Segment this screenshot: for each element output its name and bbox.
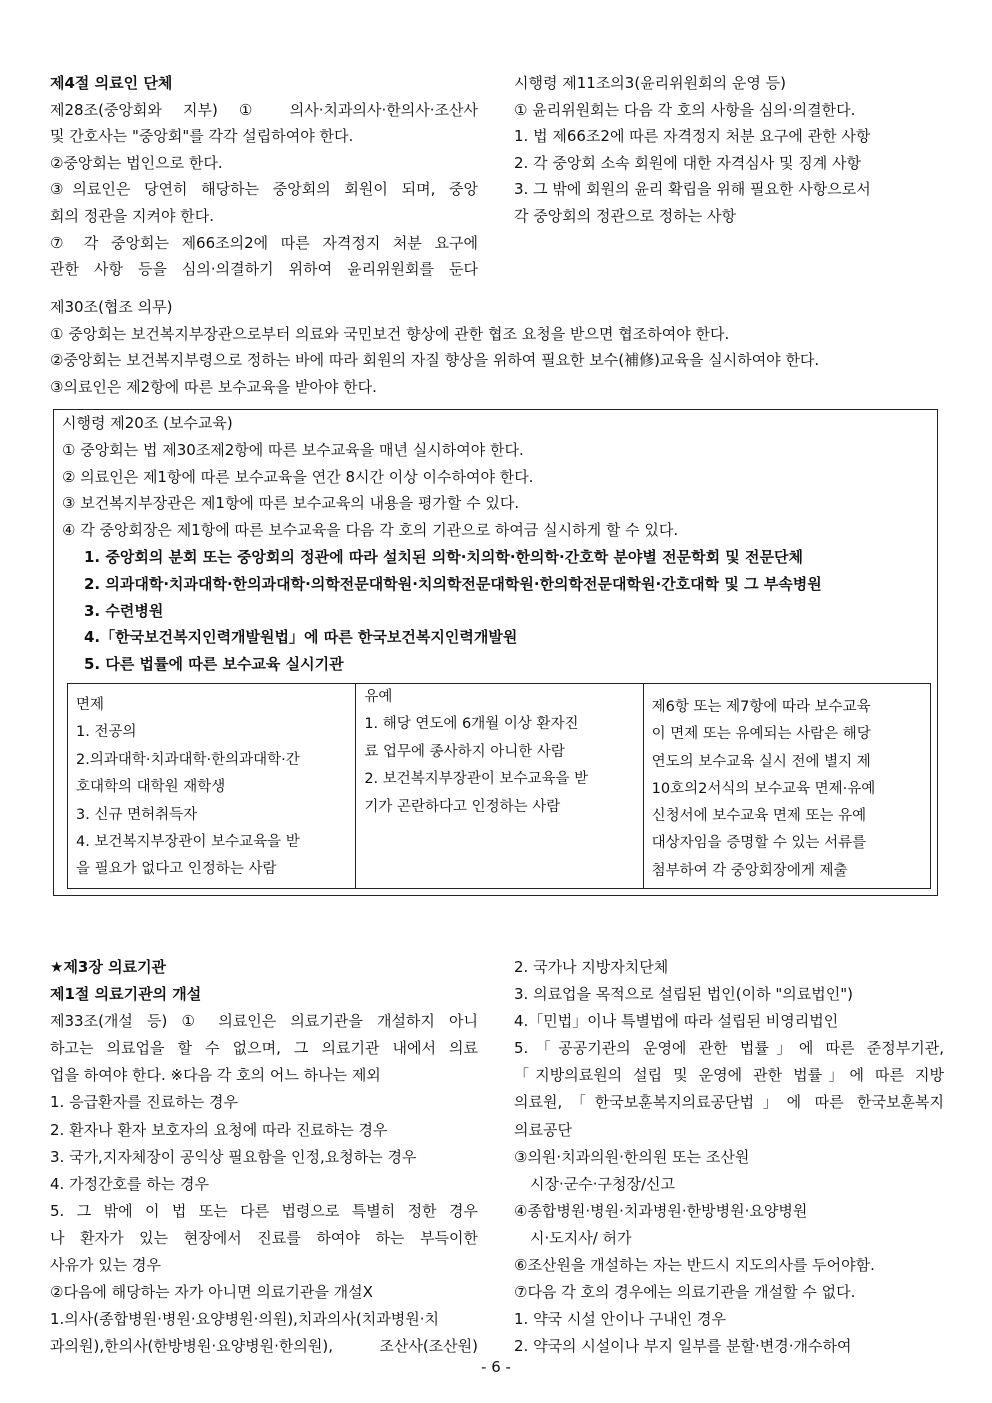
text-line: 관한 사항 등을 심의·의결하기 위하여 윤리위원회를 둔다: [50, 260, 478, 279]
section-heading: 제1절 의료기관의 개설: [50, 985, 202, 1004]
section-heading: 제4절 의료인 단체: [50, 74, 173, 92]
text-line: 사유가 있는 경우: [50, 1256, 161, 1275]
text-line: ④ 각 중앙회장은 제1항에 따른 보수교육을 다음 각 호의 기관으로 하여금 실시하게 할 수 있다.: [62, 521, 679, 540]
text-line: ③ 보건복지부장관은 제1항에 따른 보수교육의 내용을 평가할 수 있다.: [62, 494, 520, 513]
text-line: 4. 가정간호를 하는 경우: [50, 1174, 210, 1193]
page-number: - 6 -: [481, 1358, 511, 1376]
text-line: 3. 그 밖에 회원의 윤리 확립을 위해 필요한 사항으로서: [514, 180, 871, 199]
text-line: 2. 약국의 시설이나 부지 일부를 분할·변경·개수하여: [514, 1337, 852, 1356]
article-title: 제30조(협조 의무): [50, 298, 173, 316]
text-line: 시·도지사/ 허가: [530, 1228, 632, 1247]
text-line: ④종합병원·병원·치과병원·한방병원·요양병원: [514, 1201, 808, 1220]
text-line: ② 의료인은 제1항에 따른 보수교육을 연간 8시간 이상 이수하여야 한다.: [62, 467, 534, 486]
procedure-cell: [643, 684, 930, 888]
text-line: 1. 응급환자를 진료하는 경우: [50, 1093, 239, 1112]
text-line: 첨부하여 각 중앙회장에게 제출: [651, 862, 848, 879]
text-line: ③의료인은 당연히 해당하는 중앙회의 회원이 되며, 중앙: [50, 180, 478, 199]
text-line: 제33조(개설 등) ① 의료인은 의료기관을 개설하지 아니: [50, 1012, 478, 1031]
text-line: 업을 하여야 한다. ※다음 각 호의 어느 하나는 제외: [50, 1066, 381, 1085]
text-line: ③의원·치과의원·한의원 또는 조산원: [514, 1147, 750, 1166]
text-line: ① 중앙회는 보건복지부장관으로부터 의료와 국민보건 향상에 관한 협조 요청을 받으면 협조하여야 한다.: [50, 324, 730, 343]
text-line: 1.의사(종합병원·병원·요양병원·의원),치과의사(치과병원·치: [50, 1310, 439, 1329]
text-line: ⑦다음 각 호의 경우에는 의료기관을 개설할 수 없다.: [514, 1283, 856, 1302]
text-line: 3. 의료업을 목적으로 설립된 법인(이하 "의료법인"): [514, 985, 853, 1004]
text-line: 3. 국가,지자체장이 공익상 필요함을 인정,요청하는 경우: [50, 1147, 417, 1166]
text-line: 3. 신규 면허취득자: [76, 806, 198, 823]
text-line: 10호의2서식의 보수교육 면제·유예: [651, 780, 876, 797]
text-line: 이 면제 또는 유예되는 사람은 해당: [651, 726, 871, 743]
deferral-cell: [355, 684, 642, 888]
text-line: ②중앙회는 보건복지부령으로 정하는 바에 따라 회원의 자질 향상을 위하여 필요한 보수(補修)교육을 실시하여야 한다.: [50, 351, 820, 370]
cell-heading: 면제: [76, 697, 105, 713]
text-line: 2.의과대학·치과대학·한의과대학·간: [76, 751, 300, 768]
text-line: 의료원,「한국보훈복지의료공단법」에 따른 한국보훈복지: [514, 1093, 944, 1112]
decree-title: 시행령 제20조 (보수교육): [62, 414, 233, 432]
text-line: 2. 환자나 환자 보호자의 요청에 따라 진료하는 경우: [50, 1120, 388, 1139]
chapter-heading: ★제3장 의료기관: [50, 958, 167, 976]
text-line: ②중앙회는 법인으로 한다.: [50, 153, 223, 172]
text-line: ⑦ 각 중앙회는 제66조의2에 따른 자격정지 처분 요구에: [50, 233, 478, 252]
text-line: 과의원),한의사(한방병원·요양병원·한의원), 조산사(조산원): [50, 1337, 478, 1356]
exemption-cell: [68, 684, 355, 888]
list-item: 4.「한국보건복지인력개발원법」에 따른 한국보건복지인력개발원: [84, 628, 518, 647]
text-line: 제6항 또는 제7항에 따라 보수교육: [651, 699, 871, 715]
chapter3-left: [50, 954, 478, 1360]
text-line: 나 환자가 있는 현장에서 진료를 하여야 하는 부득이한: [50, 1228, 478, 1247]
decree-content: [62, 410, 930, 678]
text-line: 1. 약국 시설 안이나 구내인 경우: [514, 1310, 727, 1329]
text-line: ① 중앙회는 법 제30조제2항에 따른 보수교육을 매년 실시하여야 한다.: [62, 440, 524, 459]
decree-box: [53, 409, 938, 896]
text-line: 5.「공공기관의 운영에 관한 법률」에 따른 준정부기관,: [514, 1039, 944, 1058]
text-line: 대상자임을 증명할 수 있는 서류를: [651, 835, 867, 852]
text-line: 시행령 제11조의3(윤리위원회의 운영 등): [514, 74, 786, 92]
text-line: 을 필요가 없다고 인정하는 사람: [76, 861, 277, 878]
text-line: ②다음에 해당하는 자가 아니면 의료기관을 개설X: [50, 1283, 373, 1302]
text-line: 시장·군수·구청장/신고: [530, 1174, 676, 1193]
text-line: 신청서에 보수교육 면제 또는 유예: [651, 808, 867, 825]
article-30-section: [50, 294, 950, 400]
text-line: 기가 곤란하다고 인정하는 사람: [364, 798, 561, 815]
list-item: 2. 의과대학·치과대학·한의과대학·의학전문대학원·치의학전문대학원·한의학전문대학원·간호대학 및 그 부속병원: [84, 574, 822, 593]
text-line: 「지방의료원의 설립 및 운영에 관한 법률」에 따른 지방: [514, 1066, 944, 1085]
text-line: 및 간호사는 "중앙회"를 각각 설립하여야 한다.: [50, 127, 354, 146]
text-line: 2. 국가나 지방자치단체: [514, 958, 669, 976]
text-line: 회의 정관을 지켜야 한다.: [50, 206, 214, 225]
list-item: 1. 중앙회의 분회 또는 중앙회의 정관에 따라 설치된 의학·치의학·한의학·간호학 분야별 전문학회 및 전문단체: [84, 547, 803, 566]
text-line: 2. 보건복지부장관이 보수교육을 받: [364, 771, 589, 788]
text-line: 연도의 보수교육 실시 전에 별지 제: [651, 753, 871, 770]
text-line: 5. 그 밖에 이 법 또는 다른 법령으로 특별히 정한 경우: [50, 1201, 478, 1220]
text-line: ③의료인은 제2항에 따른 보수교육을 받아야 한다.: [50, 377, 377, 396]
text-line: 료 업무에 종사하지 아니한 사람: [364, 743, 565, 760]
text-line: 호대학의 대학원 재학생: [76, 779, 226, 796]
text-line: 4.「민법」이나 특별법에 따라 설립된 비영리법인: [514, 1012, 839, 1031]
text-line: 의료공단: [514, 1120, 572, 1139]
text-line: 제28조(중앙회와 지부) ① 의사·치과의사·한의사·조산사: [50, 100, 478, 119]
text-line: 2. 각 중앙회 소속 회원에 대한 자격심사 및 징계 사항: [514, 153, 862, 172]
cell-heading: 유예: [364, 689, 393, 705]
list-item: 3. 수련병원: [84, 601, 164, 620]
text-line: 1. 전공의: [76, 724, 137, 741]
text-line: 각 중앙회의 정관으로 정하는 사항: [514, 206, 736, 225]
list-item: 5. 다른 법률에 따른 보수교육 실시기관: [84, 655, 344, 674]
exemption-table: [67, 683, 931, 889]
ethics-committee-section: [514, 70, 944, 230]
text-line: ① 윤리위원회는 다음 각 호의 사항을 심의·의결한다.: [514, 100, 856, 119]
text-line: 하고는 의료업을 할 수 없으며, 그 의료기관 내에서 의료: [50, 1039, 478, 1058]
chapter4-section-left: [50, 70, 478, 283]
text-line: 4. 보건복지부장관이 보수교육을 받: [76, 834, 300, 851]
text-line: 1. 법 제66조2에 따른 자격정지 처분 요구에 관한 사항: [514, 127, 871, 146]
chapter3-right: [514, 954, 944, 1360]
text-line: 1. 해당 연도에 6개월 이상 환자진: [364, 716, 579, 733]
text-line: ⑥조산원을 개설하는 자는 반드시 지도의사를 두어야함.: [514, 1256, 875, 1275]
